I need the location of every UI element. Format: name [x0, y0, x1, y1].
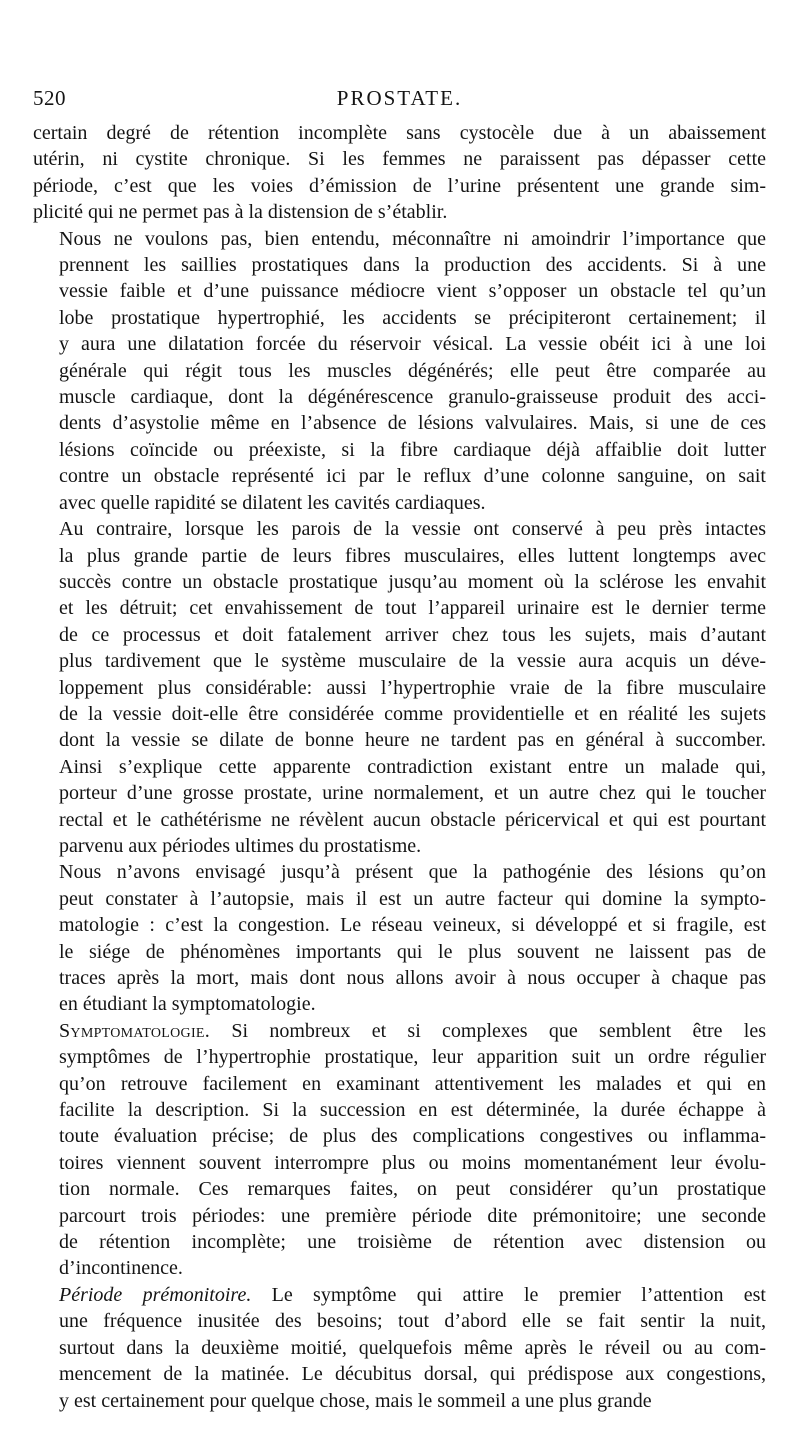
line-text: plus tardivement que le système musculaire de la vessie aura acquis un déve- [59, 650, 766, 673]
text-line [33, 780, 766, 806]
text-line [33, 463, 766, 489]
line-text: facilite la description. Si la succession en est déterminée, la durée échappe à [59, 1099, 766, 1122]
text-line [33, 595, 766, 621]
line-text: dents d’asystolie même en l’absence de lésions valvulaires. Mais, si une de ces [59, 412, 766, 435]
line-text: générale qui régit tous les muscles dégénérés; elle peut être comparée au [59, 359, 766, 382]
paragraph [33, 1018, 766, 1282]
line-text: Nous n’avons envisagé jusqu’à présent que la pathogénie des lésions qu’on [59, 861, 766, 884]
line-text: y est certainement pour quelque chose, mais le sommeil a une plus grande [59, 1389, 652, 1412]
text-line [33, 490, 766, 516]
line-text: et les détruit; cet envahissement de tout l’appareil urinaire est le dernier terme [59, 597, 766, 620]
text-line [33, 120, 766, 146]
text-line [33, 807, 766, 833]
line-text: Ainsi s’explique cette apparente contradiction existant entre un malade qui, [59, 755, 766, 778]
line-text: surtout dans la deuxième moitié, quelquefois même après le réveil ou au com- [59, 1336, 766, 1359]
text-line [33, 1335, 766, 1361]
line-text: de rétention incomplète; une troisième de rétention avec distension ou [59, 1231, 766, 1254]
line-text: la plus grande partie de leurs fibres musculaires, elles luttent longtemps avec [59, 544, 766, 567]
text-line [33, 1044, 766, 1070]
line-text: loppement plus considérable: aussi l’hypertrophie vraie de la fibre musculaire [59, 676, 766, 699]
text-line [33, 569, 766, 595]
line-text: une fréquence inusitée des besoins; tout d’abord elle se fait sentir la nuit, [59, 1310, 766, 1333]
line-text: symptômes de l’hypertrophie prostatique, leur apparition suit un ordre régulier [59, 1046, 766, 1069]
line-text: de ce processus et doit fatalement arriver chez tous les sujets, mais d’autant [59, 623, 766, 646]
text-line [33, 1388, 766, 1414]
text-line [33, 1176, 766, 1202]
line-text: lobe prostatique hypertrophié, les accidents se précipiteront certainement; il [59, 306, 766, 329]
text-line [33, 1071, 766, 1097]
text-line [33, 727, 766, 753]
paragraph [33, 226, 766, 516]
line-text: porteur d’une grosse prostate, urine normalement, et un autre chez qui le toucher [59, 782, 766, 805]
line-text: dont la vessie se dilate de bonne heure ne tardent pas en général à succomber. [59, 729, 766, 752]
text-line [33, 675, 766, 701]
line-text: toires viennent souvent interrompre plus ou moins momentanément leur évolu- [59, 1151, 766, 1174]
body-text [33, 120, 766, 1414]
text-line [33, 622, 766, 648]
line-text: Nous ne voulons pas, bien entendu, méconnaître ni amoindrir l’importance que [59, 227, 766, 250]
line-text: en étudiant la symptomatologie. [59, 993, 316, 1016]
line-text: qu’on retrouve facilement en examinant attentivement les malades et qui en [59, 1072, 766, 1095]
line-text: toute évaluation précise; de plus des complications congestives ou inflamma- [59, 1125, 766, 1148]
text-line [33, 939, 766, 965]
text-line [33, 1018, 766, 1044]
line-text: Si nombreux et si complexes que semblent être les [210, 1019, 766, 1042]
line-text: succès contre un obstacle prostatique jusqu’au moment où la sclérose les envahit [59, 570, 766, 593]
text-line [33, 173, 766, 199]
text-line [33, 859, 766, 885]
line-text: y aura une dilatation forcée du réservoir vésical. La vessie obéit ici à une loi [59, 333, 766, 356]
line-text: d’incontinence. [59, 1257, 183, 1280]
text-line [33, 1203, 766, 1229]
line-text: le siége de phénomènes importants qui le plus souvent ne laissent pas de [59, 940, 766, 963]
text-line [33, 252, 766, 278]
line-text: prennent les saillies prostatiques dans la production des accidents. Si à une [59, 254, 766, 277]
page-number: 520 [33, 86, 66, 110]
text-line [33, 305, 766, 331]
text-line [33, 1123, 766, 1149]
text-line [33, 384, 766, 410]
text-line [33, 358, 766, 384]
line-text: traces après la mort, mais dont nous allons avoir à nous occuper à chaque pas [59, 967, 766, 989]
section-heading: Symptomatologie. [59, 1019, 211, 1042]
text-line [33, 1308, 766, 1334]
line-text: mencement de la matinée. Le décubitus dorsal, qui prédispose aux congestions, [59, 1363, 766, 1386]
line-text: muscle cardiaque, dont la dégénérescence granulo-graisseuse produit des acci- [59, 386, 766, 409]
text-line [33, 648, 766, 674]
text-line [33, 1282, 766, 1308]
text-line [33, 543, 766, 569]
text-line [33, 1361, 766, 1387]
text-line [33, 1229, 766, 1255]
line-text: tion normale. Ces remarques faites, on peut considérer qu’un prostatique [59, 1178, 766, 1201]
line-text: lésions coïncide ou préexiste, si la fibre cardiaque déjà affaiblie doit lutter [59, 438, 766, 461]
line-text: plicité qui ne permet pas à la distension de s’établir. [33, 201, 448, 224]
text-line [33, 278, 766, 304]
text-line [33, 516, 766, 542]
text-line [33, 226, 766, 252]
paragraph [33, 120, 766, 226]
text-line [33, 1255, 766, 1281]
line-text: vessie faible et d’une puissance médiocre vient s’opposer un obstacle tel qu’un [59, 280, 766, 303]
line-text: de la vessie doit-elle être considérée comme providentielle et en réalité les sujets [59, 702, 766, 725]
line-text: période, c’est que les voies d’émission de l’urine présentent une grande sim- [33, 174, 766, 197]
text-line [33, 965, 766, 991]
line-text: certain degré de rétention incomplète sans cystocèle due à un abaissement [33, 122, 766, 144]
text-line [33, 991, 766, 1017]
text-line [33, 1097, 766, 1123]
line-text: matologie : c’est la congestion. Le réseau veineux, si développé et si fragile, est [59, 914, 766, 937]
line-text: utérin, ni cystite chronique. Si les femmes ne paraissent pas dépasser cette [33, 148, 766, 171]
paragraph [33, 516, 766, 859]
line-text: contre un obstacle représenté ici par le reflux d’une colonne sanguine, on sait [59, 465, 766, 488]
line-text: peut constater à l’autopsie, mais il est un autre facteur qui domine la sympto- [59, 887, 766, 910]
text-line [33, 331, 766, 357]
running-head: PROSTATE. [336, 86, 463, 110]
line-text: Au contraire, lorsque les parois de la vessie ont conservé à peu près intactes [59, 518, 766, 541]
line-text: Le symptôme qui attire le premier l’attention est [251, 1283, 766, 1306]
paragraph [33, 859, 766, 1017]
line-text: parvenu aux périodes ultimes du prostatisme. [59, 834, 422, 857]
text-line [33, 833, 766, 859]
paragraph [33, 1282, 766, 1414]
line-text: avec quelle rapidité se dilatent les cavités cardiaques. [59, 491, 486, 514]
text-line [33, 146, 766, 172]
text-line [33, 199, 766, 225]
text-line [33, 701, 766, 727]
text-line [33, 912, 766, 938]
text-line [33, 437, 766, 463]
section-heading: Période prémonitoire. [59, 1283, 252, 1306]
text-line [33, 754, 766, 780]
text-line [33, 410, 766, 436]
text-line [33, 886, 766, 912]
line-text: parcourt trois périodes: une première période dite prémonitoire; une seconde [59, 1204, 766, 1227]
line-text: rectal et le cathétérisme ne révèlent aucun obstacle péricervical et qui est pourtant [59, 808, 766, 831]
page-header [33, 86, 766, 116]
text-line [33, 1150, 766, 1176]
